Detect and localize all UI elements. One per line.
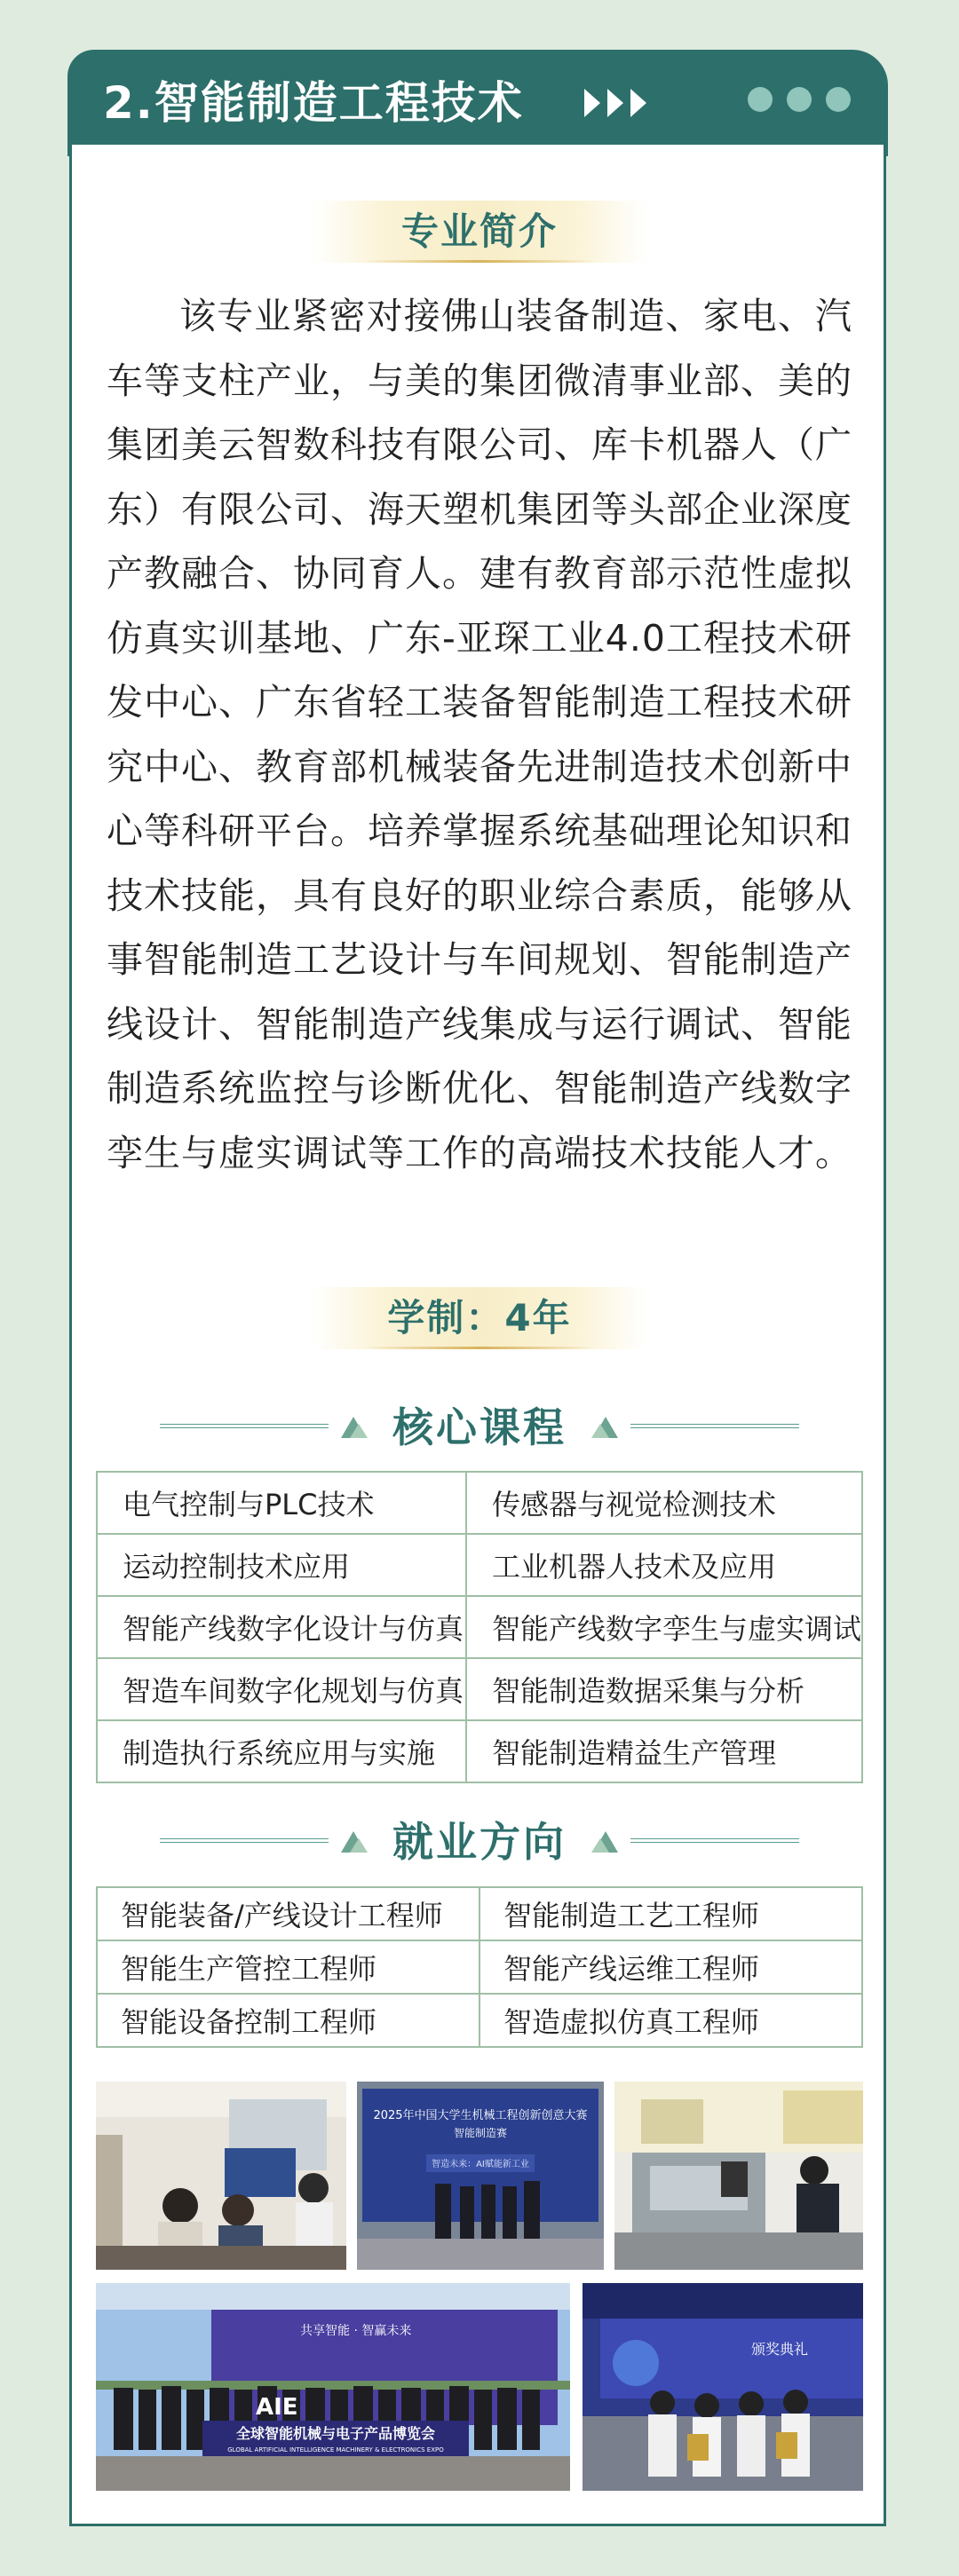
course-cell: 工业机器人技术及应用 xyxy=(466,1534,862,1596)
job-cell: 智能制造工艺工程师 xyxy=(480,1887,862,1940)
job-cell: 智能生产管控工程师 xyxy=(97,1940,480,1994)
course-cell: 制造执行系统应用与实施 xyxy=(97,1720,466,1782)
lab-photo xyxy=(96,2082,346,2270)
contest-photo xyxy=(357,2082,604,2270)
header-tab xyxy=(67,50,888,156)
job-cell: 智能产线运维工程师 xyxy=(480,1940,862,1994)
divider-line xyxy=(630,1838,799,1843)
jobs-heading xyxy=(160,1815,799,1869)
course-cell: 智能制造精益生产管理 xyxy=(466,1720,862,1782)
page-title: 2.智能制造工程技术 xyxy=(103,77,524,129)
course-cell: 电气控制与PLC技术 xyxy=(97,1472,466,1534)
table-row xyxy=(97,1994,862,2047)
course-cell: 传感器与视觉检测技术 xyxy=(466,1472,862,1534)
jobs-table xyxy=(96,1886,863,2048)
expo-name: 全球智能机械与电子产品博览会 xyxy=(235,2425,436,2442)
workshop-photo xyxy=(614,2082,863,2270)
expo-name-en: GLOBAL ARTIFICIAL INTELLIGENCE MACHINERY & ELECTRONICS EXPO xyxy=(227,2446,444,2454)
course-cell: 智造车间数字化规划与仿真 xyxy=(97,1658,466,1720)
course-cell: 智能制造数据采集与分析 xyxy=(466,1658,862,1720)
table-row xyxy=(97,1887,862,1940)
duration-label: 学制：4年 xyxy=(311,1287,648,1349)
dots-icon xyxy=(742,82,858,117)
triple-arrow-icon xyxy=(583,85,654,121)
expo-photo xyxy=(96,2283,570,2491)
courses-title: 核心课程 xyxy=(392,1403,567,1451)
expo-logo: AIE xyxy=(256,2394,298,2421)
table-row xyxy=(97,1534,862,1596)
job-cell: 智能设备控制工程师 xyxy=(97,1994,480,2047)
jobs-title: 就业方向 xyxy=(392,1818,567,1866)
table-row xyxy=(97,1472,862,1534)
course-cell: 智能产线数字化设计与仿真 xyxy=(97,1596,466,1658)
contest-banner-line2: 智能制造赛 xyxy=(453,2127,508,2139)
course-cell: 运动控制技术应用 xyxy=(97,1534,466,1596)
table-row xyxy=(97,1940,862,1994)
table-row xyxy=(97,1720,862,1782)
contest-banner-line1: 2025年中国大学生机械工程创新创意大赛 xyxy=(373,2109,588,2122)
expo-slogan: 共享智能 · 智赢未来 xyxy=(300,2324,412,2338)
job-cell: 智能装备/产线设计工程师 xyxy=(97,1887,480,1940)
intro-text: 该专业紧密对接佛山装备制造、家电、汽车等支柱产业，与美的集团微清事业部、美的集团美云智数科技有限公司、库卡机器人（广东）有限公司、海天塑机集团等头部企业深度产教融合、协同育人。建有教育部示范性虚拟仿真实训基地、广东-亚琛工业4.0工程技术研发中心、广东省轻工装备智能制造工程技术研究中心、教育部机械装备先进制造技术创新中心等科研平台。培养掌握系统基础理论知识和技术技能，具有良好的职业综合素质，能够从事智能制造工艺设计与车间规划、智能制造产线设计、智能制造产线集成与运行调试、智能制造系统监控与诊断优化、智能制造产线数字孪生与虚实调试等工作的高端技术技能人才。 xyxy=(107,295,852,1174)
table-row xyxy=(97,1658,862,1720)
triangle-ornament-icon xyxy=(590,1828,622,1854)
job-cell: 智造虚拟仿真工程师 xyxy=(480,1994,862,2047)
award-photo xyxy=(583,2283,863,2491)
award-text: 颁奖典礼 xyxy=(751,2341,809,2358)
table-row xyxy=(97,1596,862,1658)
divider-line xyxy=(630,1424,799,1428)
triangle-ornament-icon xyxy=(590,1413,622,1440)
courses-table xyxy=(96,1471,863,1783)
course-cell: 智能产线数字孪生与虚实调试 xyxy=(466,1596,862,1658)
intro-heading: 专业简介 xyxy=(311,201,648,263)
contest-banner-line3: 智造未来：AI赋能新工业 xyxy=(432,2160,529,2169)
courses-heading xyxy=(160,1401,799,1454)
